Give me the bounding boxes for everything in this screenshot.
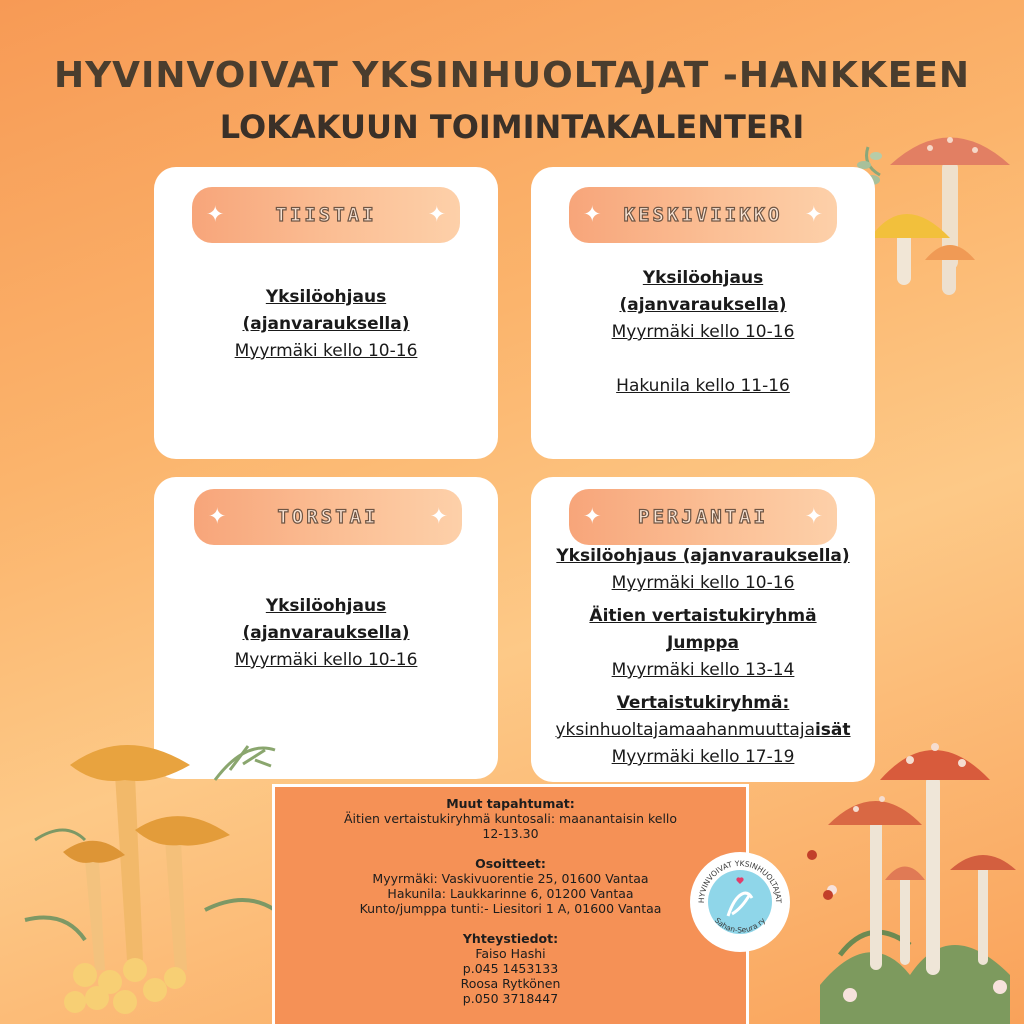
address-line: Myyrmäki: Vaskivuorentie 25, 01600 Vantaa [372, 871, 649, 886]
service-name: Yksilöohjaus (ajanvarauksella) [556, 546, 850, 566]
sparkle-icon: ✦ [206, 202, 225, 228]
service-time: Myyrmäki kello 13-14 [611, 660, 795, 680]
sparkle-icon: ✦ [429, 504, 448, 530]
contact-name: Faiso Hashi [475, 946, 546, 961]
chanterelle-illustration [15, 720, 295, 1024]
sparkle-icon: ✦ [583, 504, 602, 530]
card-wednesday [531, 167, 875, 459]
other-events-heading: Muut tapahtumat: [446, 796, 575, 811]
audience-emphasis: isät [814, 720, 851, 740]
service-name: Yksilöohjaus [265, 596, 387, 616]
card-tuesday [154, 167, 498, 459]
service-name: Yksilöohjaus [265, 287, 387, 307]
address-line: Hakunila: Laukkarinne 6, 01200 Vantaa [387, 886, 634, 901]
day-label-thursday [194, 489, 462, 545]
day-label-wednesday [569, 187, 837, 243]
sparkle-icon: ✦ [804, 202, 823, 228]
contacts-heading: Yhteystiedot: [462, 931, 559, 946]
service-time: Myyrmäki kello 10-16 [611, 322, 795, 342]
address-line: Kunto/jumppa tunti:- Liesitori 1 A, 01600 Vantaa [359, 901, 662, 916]
group-name: Vertaistukiryhmä: [616, 693, 790, 713]
day-name: TIISTAI [275, 204, 377, 226]
mushroom-illustration [850, 120, 1020, 305]
sparkle-icon: ✦ [427, 202, 446, 228]
organization-logo [692, 854, 788, 950]
contact-name: Roosa Rytkönen [460, 976, 561, 991]
service-name: Yksilöohjaus [642, 268, 764, 288]
sparkle-icon: ✦ [583, 202, 602, 228]
contact-phone: p.045 1453133 [462, 961, 559, 976]
addresses-heading: Osoitteet: [475, 856, 546, 871]
page-title: HYVINVOIVAT YKSINHUOLTAJAT -HANKKEEN [53, 55, 971, 96]
group-name: Äitien vertaistukiryhmä [589, 606, 817, 626]
service-time: Myyrmäki kello 10-16 [611, 573, 795, 593]
flower-illustration [790, 725, 1024, 1024]
audience-text: yksinhuoltajamaahanmuuttaja [555, 720, 815, 740]
sparkle-icon: ✦ [804, 504, 823, 530]
day-label-tuesday [192, 187, 460, 243]
service-time: Myyrmäki kello 10-16 [234, 341, 418, 361]
contact-phone: p.050 3718447 [462, 991, 559, 1006]
other-events-text: Äitien vertaistukiryhmä kuntosali: maanantaisin kello [343, 811, 678, 826]
info-box [272, 784, 749, 1024]
sparkle-icon: ✦ [208, 504, 227, 530]
day-label-friday [569, 489, 837, 545]
day-name: TORSTAI [277, 506, 379, 528]
service-note: (ajanvarauksella) [242, 623, 410, 643]
day-name: KESKIVIIKKO [623, 204, 783, 226]
logo-text-top: HYVINVOIVAT YKSINHUOLTAJAT [696, 858, 784, 904]
service-note: (ajanvarauksella) [242, 314, 410, 334]
logo-text-bottom: Sahan-Seura ry [712, 915, 768, 935]
service-time: Myyrmäki kello 17-19 [611, 747, 795, 767]
day-name: PERJANTAI [638, 506, 768, 528]
group-subtitle: Jumppa [667, 633, 739, 653]
service-time: Hakunila kello 11-16 [616, 376, 790, 396]
hands-heart-icon [692, 854, 788, 950]
other-events-time: 12-13.30 [482, 826, 539, 841]
service-note: (ajanvarauksella) [619, 295, 787, 315]
service-time: Myyrmäki kello 10-16 [234, 650, 418, 670]
page-subtitle: LOKAKUUN TOIMINTAKALENTERI [219, 108, 805, 146]
